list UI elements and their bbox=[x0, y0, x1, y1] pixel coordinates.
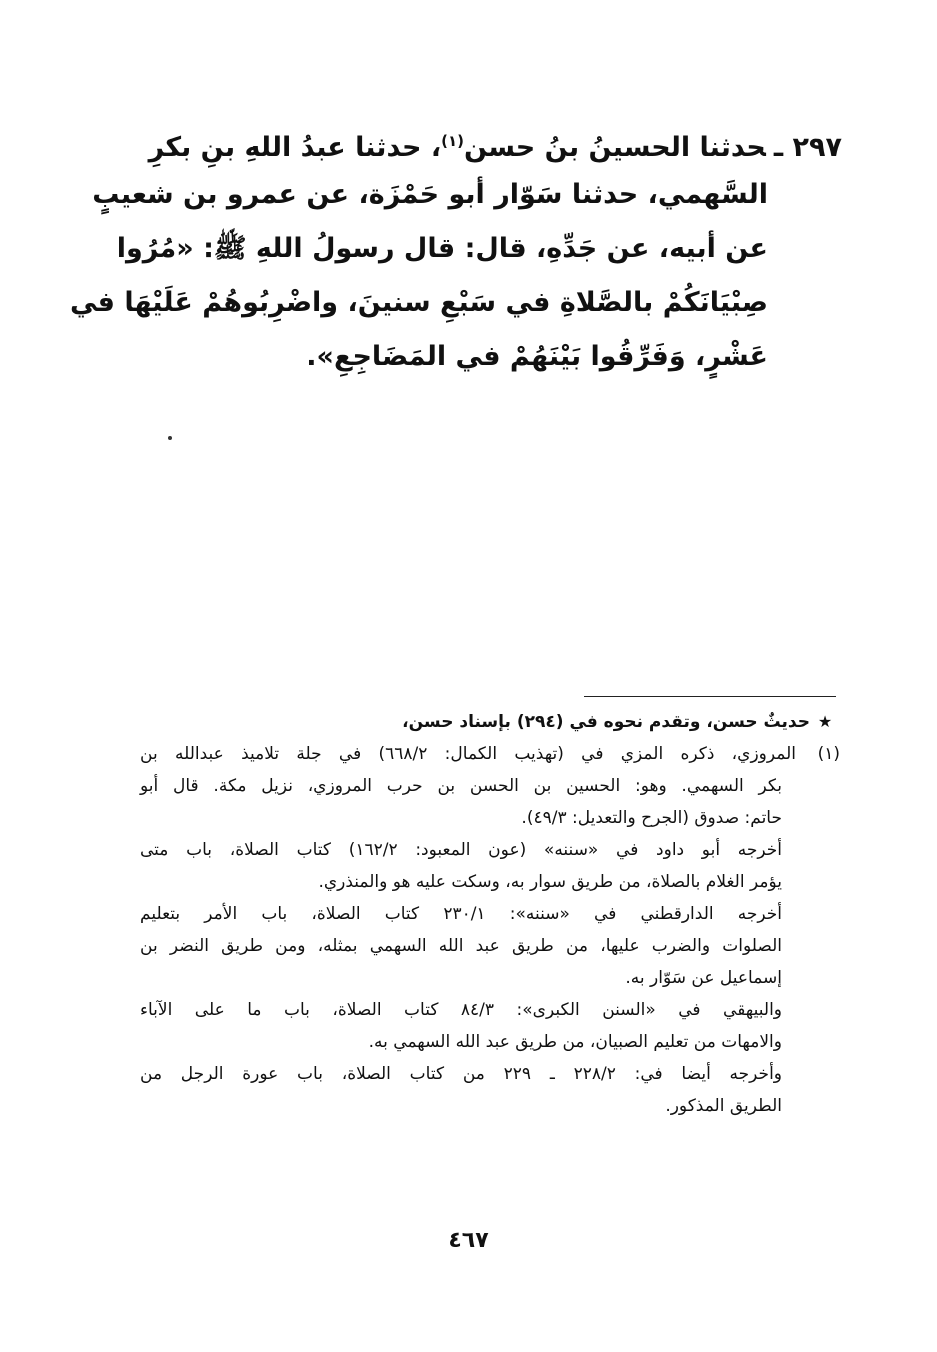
star-icon: ★ bbox=[817, 712, 833, 731]
footnote-line: أخرجه أبو داود في «سننه» (عون المعبود: ١٦٢/٢) كتاب الصلاة، باب متى bbox=[140, 840, 782, 860]
footnotes bbox=[140, 706, 840, 1122]
footnote-line: الطريق المذكور. bbox=[665, 1096, 782, 1116]
hadith-line-1-b: ، حدثنا عبدُ اللهِ بنِ بكرِ bbox=[148, 132, 442, 163]
grading-note bbox=[140, 706, 840, 738]
footnote-line: والبيهقي في «السنن الكبرى»: ٨٤/٣ كتاب الصلاة، باب ما على الآباء bbox=[140, 1000, 782, 1020]
footnote-line: يؤمر الغلام بالصلاة، من طريق سوار به، وسكت عليه هو والمنذري. bbox=[318, 872, 782, 892]
footnote-line: الصلوات والضرب عليها، من طريق عبد الله السهمي بمثله، ومن طريق النضر بن bbox=[140, 936, 782, 956]
footnote-line: (١)المروزي، ذكره المزي في (تهذيب الكمال: ٦٦٨/٢) في جلة تلاميذ عبدالله بن bbox=[140, 738, 840, 770]
hadith-line-1 bbox=[120, 114, 842, 168]
footnote-separator bbox=[584, 696, 836, 697]
grading-text: حديثٌ حسن، وتقدم نحوه في (٢٩٤) بإسناد حسن، bbox=[402, 712, 810, 732]
footnote-line: والامهات من تعليم الصبيان، من طريق عبد الله السهمي به. bbox=[368, 1032, 782, 1052]
footnote-marker: (١) bbox=[441, 132, 465, 150]
ink-dot bbox=[168, 436, 172, 440]
page-number: ٤٦٧ bbox=[448, 1228, 489, 1253]
hadith-line-5: عَشْرٍ، وَفَرِّقُوا بَيْنَهُمْ في المَضَاجِعِ». bbox=[306, 341, 768, 372]
footnote-line: إسماعيل عن سَوّار به. bbox=[625, 968, 782, 988]
hadith-line-3: عن أبيه، عن جَدِّهِ، قال: قال رسولُ اللهِ ﷺ: «مُرُوا bbox=[116, 233, 768, 264]
footnote-line: حاتم: صدوق (الجرح والتعديل: ٤٩/٣). bbox=[521, 808, 782, 828]
hadith-line-4: صِبْيَانَكُمْ بالصَّلاةِ في سَبْعِ سنينَ، واضْرِبُوهُمْ عَلَيْهَا في bbox=[69, 287, 768, 318]
hadith-line-2: السَّهمي، حدثنا سَوّار أبو حَمْزَة، عن عمرو بن شعيبٍ bbox=[92, 179, 768, 210]
footnote-line: بكر السهمي. وهو: الحسين بن الحسن بن حرب المروزي، نزيل مكة. قال أبو bbox=[140, 776, 782, 796]
hadith-line-1-a: حدثنا الحسينُ بنُ حسن bbox=[464, 132, 766, 163]
hadith-number: ٢٩٧ ـ bbox=[773, 132, 842, 163]
footnote-number: (١) bbox=[817, 744, 840, 764]
footnote-line: وأخرجه أيضا في: ٢٢٨/٢ ـ ٢٢٩ من كتاب الصلاة، باب عورة الرجل من bbox=[140, 1064, 782, 1084]
footnote-line: أخرجه الدارقطني في «سننه»: ٢٣٠/١ كتاب الصلاة، باب الأمر بتعليم bbox=[140, 904, 782, 924]
hadith-text bbox=[69, 114, 842, 384]
